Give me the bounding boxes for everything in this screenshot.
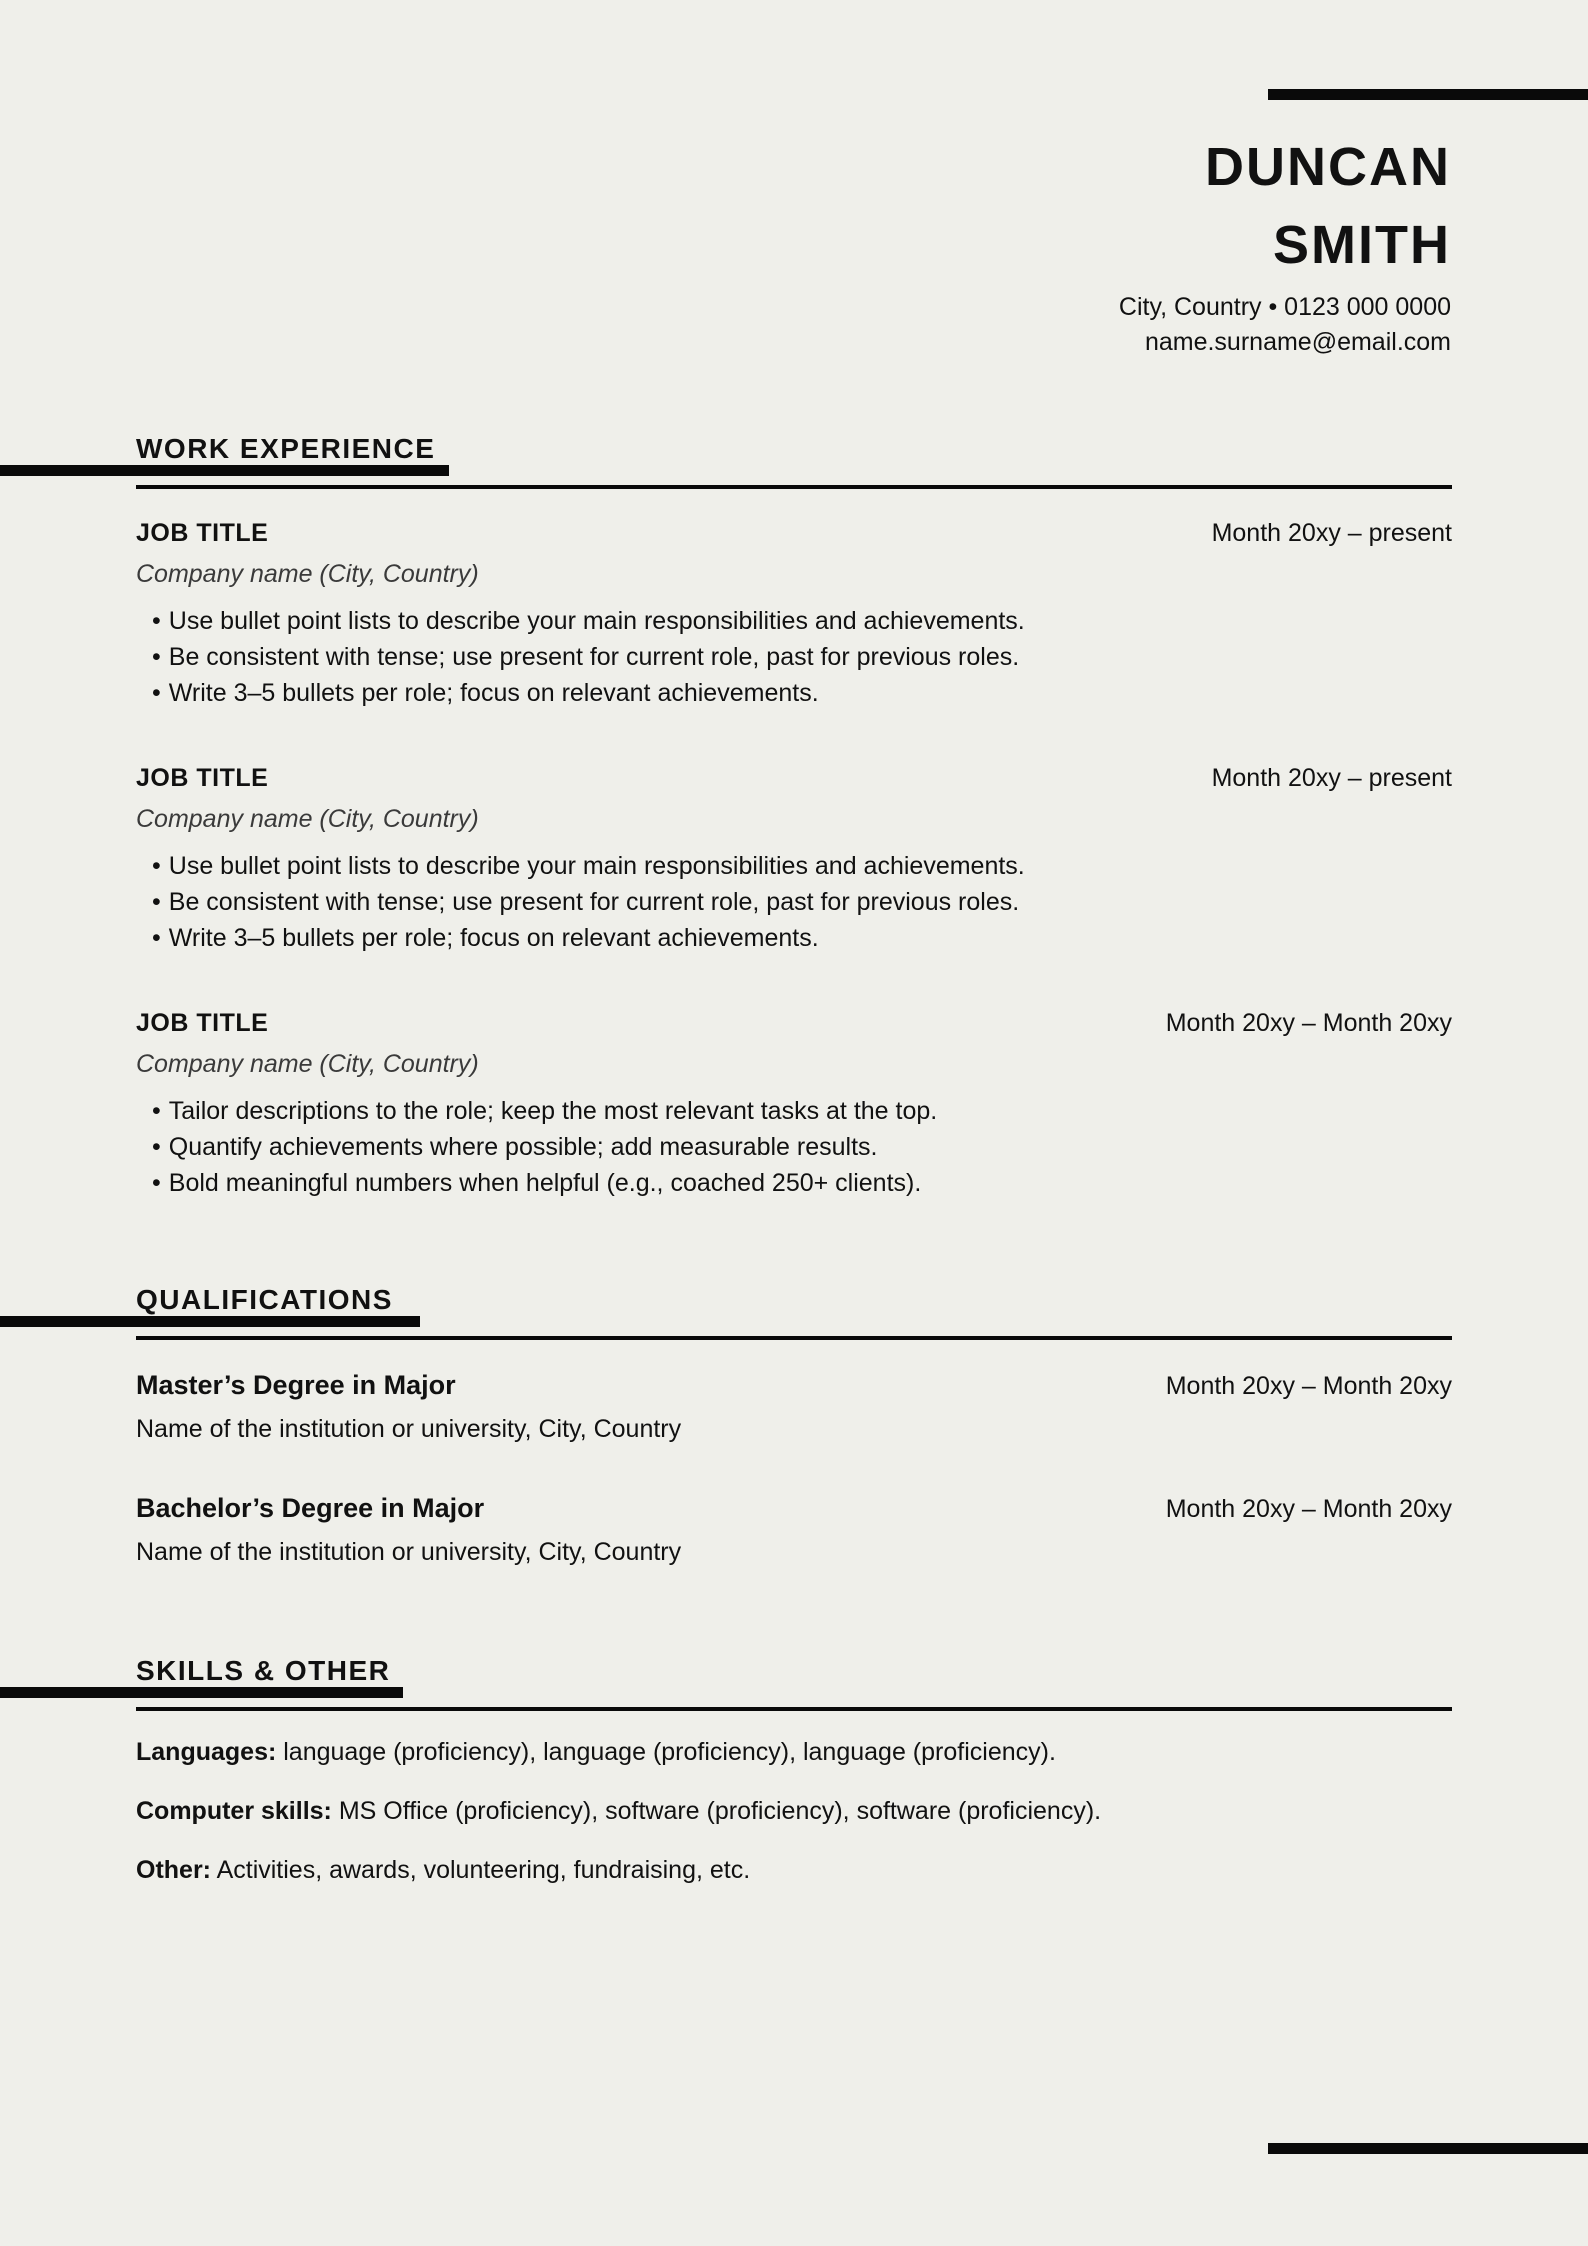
skill-label: Languages: [136, 1738, 277, 1766]
degree-title: Bachelor’s Degree in Major [136, 1493, 485, 1523]
job-dates: Month 20xy – present [1211, 519, 1452, 547]
job-bullet: • Bold meaningful numbers when helpful (e.g., coached 250+ clients). [152, 1165, 1452, 1201]
location-phone: City, Country • 0123 000 0000 [1118, 293, 1451, 321]
decorative-bottom-bar [1268, 2143, 1588, 2154]
qualification-entry [136, 1493, 1452, 1567]
section-title-bar [0, 465, 449, 476]
job-entry [136, 1009, 1452, 1201]
skill-line-computer [136, 1797, 1101, 1826]
section-title-bar [0, 1687, 403, 1698]
job-bullet: • Write 3–5 bullets per role; focus on relevant achievements. [152, 920, 1452, 956]
skill-label: Other: [136, 1856, 211, 1884]
qualification-entry [136, 1370, 1452, 1444]
decorative-top-bar [1268, 89, 1588, 100]
section-title-bar [0, 1316, 420, 1327]
job-bullet: • Use bullet point lists to describe your main responsibilities and achievements. [152, 848, 1452, 884]
last-name: SMITH [1273, 215, 1451, 275]
skill-text: Activities, awards, volunteering, fundraising, etc. [216, 1856, 751, 1884]
job-title: JOB TITLE [136, 519, 269, 547]
first-name: DUNCAN [1205, 137, 1451, 197]
job-bullet: • Be consistent with tense; use present for current role, past for previous roles. [152, 639, 1452, 675]
job-bullet: • Quantify achievements where possible; add measurable results. [152, 1129, 1452, 1165]
job-company: Company name (City, Country) [136, 560, 479, 588]
job-title: JOB TITLE [136, 1009, 269, 1037]
job-company: Company name (City, Country) [136, 1050, 479, 1078]
section-title-qualifications: QUALIFICATIONS [136, 1284, 393, 1315]
job-bullet: • Tailor descriptions to the role; keep the most relevant tasks at the top. [152, 1093, 1452, 1129]
job-bullet: • Be consistent with tense; use present for current role, past for previous roles. [152, 884, 1452, 920]
job-bullets [152, 603, 1452, 711]
degree-dates: Month 20xy – Month 20xy [1165, 1495, 1452, 1523]
section-title-work-experience: WORK EXPERIENCE [136, 433, 436, 464]
skill-text: MS Office (proficiency), software (proficiency), software (proficiency). [338, 1797, 1102, 1825]
section-title-skills: SKILLS & OTHER [136, 1655, 391, 1686]
job-title: JOB TITLE [136, 764, 269, 792]
job-entry [136, 764, 1452, 956]
resume-header [1119, 128, 1451, 360]
skill-line-languages [136, 1738, 1056, 1767]
job-entry [136, 519, 1452, 711]
job-bullet: • Use bullet point lists to describe your main responsibilities and achievements. [152, 603, 1452, 639]
section-rule [136, 485, 1452, 489]
job-dates: Month 20xy – present [1211, 764, 1452, 792]
skill-text: language (proficiency), language (proficiency), language (proficiency). [283, 1738, 1056, 1766]
section-rule [136, 1707, 1452, 1711]
job-company: Company name (City, Country) [136, 805, 479, 833]
job-bullet: • Write 3–5 bullets per role; focus on relevant achievements. [152, 675, 1452, 711]
degree-dates: Month 20xy – Month 20xy [1165, 1372, 1452, 1400]
job-dates: Month 20xy – Month 20xy [1165, 1009, 1452, 1037]
email: name.surname@email.com [1144, 328, 1451, 356]
institution: Name of the institution or university, City, Country [136, 1538, 682, 1566]
skill-label: Computer skills: [136, 1797, 332, 1825]
job-bullets [152, 1093, 1452, 1201]
degree-title: Master’s Degree in Major [136, 1370, 456, 1400]
skill-line-other [136, 1856, 750, 1885]
job-bullets [152, 848, 1452, 956]
section-rule [136, 1336, 1452, 1340]
institution: Name of the institution or university, City, Country [136, 1415, 682, 1443]
